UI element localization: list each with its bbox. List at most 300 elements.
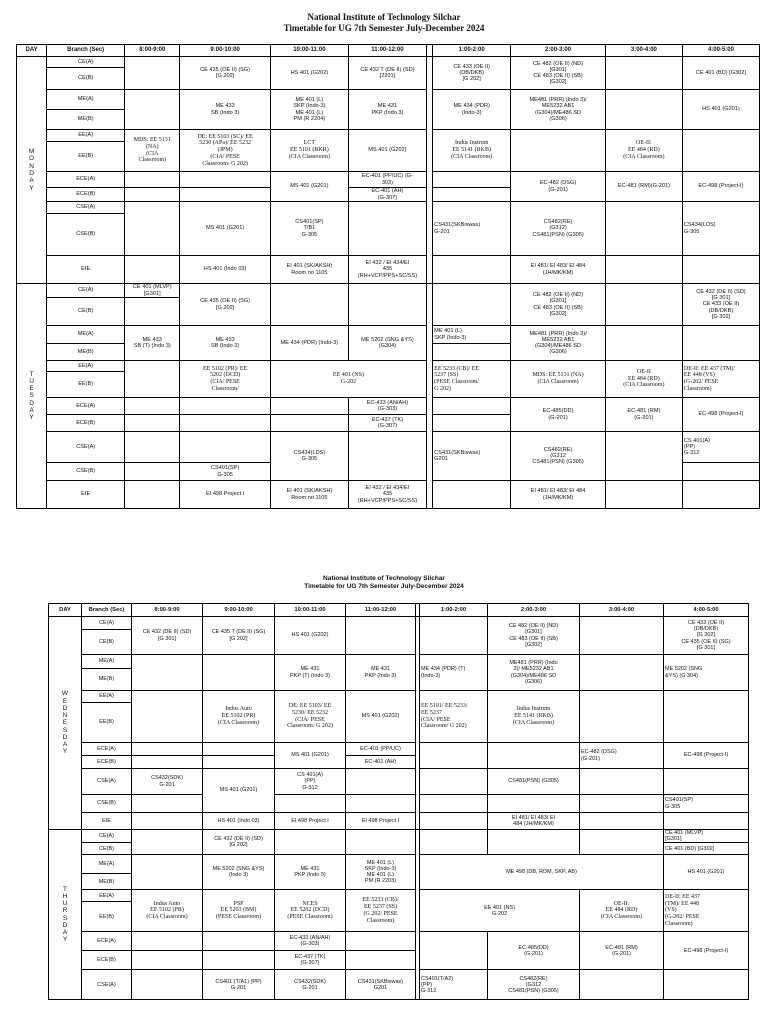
table-cell — [132, 743, 203, 756]
table-row — [17, 481, 760, 509]
table-cell: EC-481 (RM) (G-201) — [580, 932, 664, 970]
table-cell — [580, 970, 664, 1000]
table-cell: MS 401 (G201) — [275, 743, 346, 769]
table-cell: ME 5202 (SNG &YS) (G304) — [348, 326, 426, 361]
col-branch: Branch (Sec) — [47, 45, 125, 57]
table-cell: CS401(T/A2) (PP) G-312 — [420, 970, 488, 1000]
table-cell: ME 433 SB (T) (Indo 3) — [125, 326, 180, 361]
branch-label: CE(A) — [47, 57, 125, 68]
header-row — [17, 45, 760, 57]
table-cell — [420, 813, 488, 830]
table-cell — [132, 830, 203, 855]
table-cell — [664, 691, 749, 743]
table-cell — [125, 90, 180, 130]
table-cell — [270, 415, 348, 432]
table-cell — [605, 326, 682, 361]
table-cell — [125, 202, 180, 256]
table-cell — [348, 202, 426, 256]
table-cell: ME481 (PRR) (Indo 3)/ ME5232 AB1 (G304)/ME486 SD (G306) — [511, 326, 606, 361]
table-cell: EI 498 Project I — [346, 813, 416, 830]
table-cell: CS401(SP) G-305 — [664, 795, 749, 813]
table-cell: EC-401 (AH) (G-307) — [348, 188, 426, 202]
table-cell: MS 401 (G202) — [346, 691, 416, 743]
table-cell: MDS: EE 5131 (NA) (CIA Classroom) — [125, 130, 180, 172]
table-cell — [132, 813, 203, 830]
table-cell: LCT EE 5101 (BKR) (CIA Classroom) — [270, 130, 348, 172]
table-row — [49, 855, 749, 874]
table-cell — [682, 130, 759, 172]
table-cell — [125, 432, 180, 463]
table-row — [49, 830, 749, 843]
table-cell: EC-437 (TK) (G-307) — [275, 951, 346, 970]
branch-label: EE(A) — [47, 361, 125, 372]
table-cell — [420, 617, 488, 655]
table-row — [49, 617, 749, 630]
table-cell: CE 433 (OE II) (DB/DKB) [G 202] — [433, 57, 511, 90]
table-cell: EE 5102 (PR)/ EE 5202 (DCD) (CIA/ PESE Classroom/ — [180, 361, 271, 398]
page-header — [0, 575, 768, 591]
table-cell: EE 5233 (CB)/ EE 5237 (SS) (PESE Classroom/ G 202) — [433, 361, 511, 398]
table-cell: Indus Auto EE 5102 (PR) (CIA Classroom) — [132, 890, 203, 932]
table-cell — [132, 756, 203, 769]
table-cell: EI 481/ EI 483/ EI 484 (JH/MK/KM) — [488, 813, 580, 830]
col-11-12: 11:00-12:00 — [348, 45, 426, 57]
branch-label: CSE(A) — [82, 970, 132, 1000]
table-cell — [270, 284, 348, 326]
branch-label: CSE(A) — [47, 202, 125, 214]
table-cell — [433, 172, 511, 188]
table-cell — [346, 932, 416, 951]
table-cell — [511, 130, 606, 172]
col-9-10: 9:00-10:00 — [203, 604, 275, 617]
table-cell: EC-401 (PP/UC) — [346, 743, 416, 756]
col-4-5: 4:00-5:00 — [682, 45, 759, 57]
table-cell: EE 5233 (CB)/ EE 5237 (SS) (G 202/ PESE Classroom) — [346, 890, 416, 932]
table-cell: CS401 (T/A1) (PP) G-201 — [203, 970, 275, 1000]
table-cell — [132, 855, 203, 890]
table-cell: EC-437 (TK) (G-307) — [348, 415, 426, 432]
table-cell — [433, 256, 511, 284]
table-cell: CS431(SKBiswas) G-201 — [433, 202, 511, 256]
branch-label: CE(B) — [82, 843, 132, 855]
table-row — [49, 743, 749, 756]
table-cell: CE 432 (DE II) (SD) [G 301] — [132, 617, 203, 655]
table-cell: EI 481/ EI 483/ EI 484 (JH/MK/KM) — [511, 256, 606, 284]
table-cell: EI 498 Project I — [275, 813, 346, 830]
branch-label: EE(A) — [82, 691, 132, 703]
table-cell — [605, 432, 682, 481]
table-cell: DE-II: EE 437 (TM)/ EE 448 (VS) (G-202/ PESE Classroom) — [664, 890, 749, 932]
table-row — [49, 813, 749, 830]
table-cell: CE 435 T (DE II) (SG) [G 202] — [203, 617, 275, 655]
table-cell: EC-401 (AH) — [346, 756, 416, 769]
table-cell — [275, 830, 346, 855]
table-cell — [346, 830, 416, 855]
table-cell: EC-482 (DSG) (G-201) — [580, 743, 664, 769]
table-cell: HS 401 (Indo 03) — [203, 813, 275, 830]
table-cell: CS482(RE) (G312 CS481(PSN) (G305) — [488, 970, 580, 1000]
table-cell: EC-498 (Project-I) — [682, 172, 759, 202]
table-cell — [682, 326, 759, 361]
table-cell — [203, 951, 275, 970]
timetable-title: Timetable for UG 7th Semester July-December 2024 — [283, 22, 485, 33]
table-cell: HS 401 (Indo 03) — [180, 256, 271, 284]
table-cell: OE-II EE 484 (RD) (CIA Classroom) — [605, 361, 682, 398]
timetable-table — [16, 44, 760, 509]
branch-label: ECE(B) — [47, 415, 125, 432]
table-cell: MS 401 (G201) — [180, 202, 271, 256]
col-10-11: 10:00-11:00 — [275, 604, 346, 617]
table-cell: CE 401 (MLVP) [G301] — [125, 284, 180, 298]
table-cell: CE 401 (BD) [G302] — [682, 57, 759, 90]
table-cell: EC-433 (AN/AH) (G-303) — [348, 398, 426, 415]
branch-label: CE(A) — [82, 830, 132, 843]
table-cell: CE 482 (OE II) (ND) [G301] CE 483 (OE II) (SB) [G302] — [488, 617, 580, 655]
table-cell — [580, 691, 664, 743]
branch-label: CE(B) — [82, 630, 132, 655]
table-row — [17, 90, 760, 110]
timetable-table — [48, 603, 749, 1000]
branch-label: CSE(A) — [47, 432, 125, 463]
branch-label: ME(A) — [47, 90, 125, 110]
table-cell: Indus Instrum EE 5141 (RKB) (CIA Classroom) — [433, 130, 511, 172]
branch-label: CSE(B) — [82, 795, 132, 813]
branch-label: EE(A) — [47, 130, 125, 142]
col-3-4: 3:00-4:00 — [605, 45, 682, 57]
table-row — [49, 795, 749, 813]
table-cell — [203, 932, 275, 951]
table-cell: CE 435 (OE II) (SG) [G 202] — [180, 57, 271, 90]
table-cell: ME 431 PKP (Indo 3) — [348, 90, 426, 130]
table-cell: EC-485(DD) (G-201) — [511, 398, 606, 432]
branch-label: ME(A) — [82, 655, 132, 669]
table-row — [17, 398, 760, 415]
branch-label: ECE(B) — [47, 188, 125, 202]
branch-label: ECE(B) — [82, 951, 132, 970]
table-cell: ME 401 (L) SKP (Indo-3) ME 401 (L) PM (R 2203) — [346, 855, 416, 890]
table-row — [17, 172, 760, 188]
table-row — [17, 326, 760, 344]
table-cell: CS401(SP) T/B1 G-305 — [270, 202, 348, 256]
table-cell — [346, 769, 416, 795]
table-cell — [125, 481, 180, 509]
branch-label: EE(B) — [82, 703, 132, 743]
table-cell — [203, 756, 275, 769]
table-row — [49, 691, 749, 703]
table-cell: CE 401 (BD) [G302] — [664, 843, 749, 855]
col-4-5: 4:00-5:00 — [664, 604, 749, 617]
table-cell: CS432(SDK) G-201 — [132, 769, 203, 795]
table-cell — [270, 398, 348, 415]
table-cell: ME 401 (L) SKP (Indo-3) — [433, 326, 511, 344]
table-cell: CS431(SKBiswas) G201 — [433, 432, 511, 481]
table-cell — [125, 415, 180, 432]
table-cell: CE 482 (OE II) (ND) [G301] CE 483 (OE II) (SB) [G302] — [511, 57, 606, 90]
table-cell — [125, 172, 180, 188]
table-cell — [180, 432, 271, 463]
table-cell — [488, 743, 580, 769]
table-cell: CS 401(A) (PP) G-312 — [275, 769, 346, 795]
table-cell: OE-II: EE 484 (RD) (CIA Classroom) — [605, 130, 682, 172]
table-row — [49, 890, 749, 902]
table-cell: ME 5202 (SNG &YS) (G 304) — [664, 655, 749, 691]
table-cell — [664, 813, 749, 830]
branch-label: ECE(B) — [82, 756, 132, 769]
table-cell — [605, 202, 682, 256]
table-cell — [203, 743, 275, 756]
table-cell — [605, 481, 682, 509]
table-cell: EC-433 (AN/AH) (G-303) — [275, 932, 346, 951]
table-cell: CE 433 (OE II) (DB/DKB) [G 302] CE 435 (OE II) (SG) [G 301] — [664, 617, 749, 655]
table-cell — [605, 284, 682, 326]
table-cell: EC-498 (Project-I) — [682, 398, 759, 432]
table-row — [49, 655, 749, 669]
day-label-thursday: T H U R S D A Y — [49, 830, 82, 1000]
col-8-9: 8:00-9:00 — [132, 604, 203, 617]
table-cell: EI 498 Project I — [180, 481, 271, 509]
table-cell: CE 432 (DE II) (SD) [G 301] CE 433 (OE II) (DB/DKB) [G 302] — [682, 284, 759, 326]
table-row — [17, 57, 760, 68]
table-cell: DE: EE 5103/ EE 5230/ EE 5232 (CIA/ PESE Classroom/ G 202) — [275, 691, 346, 743]
table-cell — [132, 951, 203, 970]
branch-label: EE(B) — [47, 142, 125, 172]
table-cell: ME 401 (L) SKP (Indo-3) ME 401 (L) PM (R 2204) — [270, 90, 348, 130]
page-header — [0, 12, 768, 34]
table-cell — [682, 256, 759, 284]
table-cell: CE 432 T (DE II) (SD) [2201] — [348, 57, 426, 90]
table-cell: EI 401 (SK/AKSH) Room no 1105 — [270, 256, 348, 284]
table-cell: EE 401 (NS) G-202 — [270, 361, 426, 398]
table-cell: ME 431 PKP (Indo 3) — [346, 655, 416, 691]
col-11-12: 11:00-12:00 — [346, 604, 416, 617]
table-cell: EE 401 (NS) G-202 — [420, 890, 580, 932]
branch-label: EE(B) — [47, 372, 125, 398]
table-cell: ME 434 (PDR) (T) (Indo-3) — [420, 655, 488, 691]
col-2-3: 2:00-3:00 — [511, 45, 606, 57]
table-cell: EC-498 (Project-I) — [664, 932, 749, 970]
table-cell: EI 432 / EI 434/EI 435 (RH+VCP/PPS+SC/SS) — [348, 481, 426, 509]
col-1-2: 1:00-2:00 — [433, 45, 511, 57]
branch-label: EIE — [82, 813, 132, 830]
table-cell — [433, 188, 511, 202]
table-cell — [180, 415, 271, 432]
col-10-11: 10:00-11:00 — [270, 45, 348, 57]
table-cell: EC-481 (RM)(G-201) — [605, 172, 682, 202]
table-cell — [433, 481, 511, 509]
table-cell: HS 401 (G201) — [682, 90, 759, 130]
table-cell: ME 434 (PDR) (Indo-3) — [433, 90, 511, 130]
col-9-10: 9:00-10:00 — [180, 45, 271, 57]
col-2-3: 2:00-3:00 — [488, 604, 580, 617]
table-cell: CS431(SKBiswas) G201 — [346, 970, 416, 1000]
table-cell: EC-401 (PP/UC) (G- 303) — [348, 172, 426, 188]
table-row — [17, 284, 760, 298]
table-cell: CS482(RE) (G312 CS481(PSN) (G305) — [511, 432, 606, 481]
table-cell: ME 431 PKP (T) (Indo 3) — [275, 655, 346, 691]
table-cell — [433, 284, 511, 326]
day-label-monday: M O N D A Y — [17, 57, 47, 284]
table-cell — [132, 655, 203, 691]
table-cell — [488, 830, 580, 855]
table-row — [49, 932, 749, 951]
table-cell: ME 431 PKP (Indo 3) — [275, 855, 346, 890]
table-cell: CS482(RE) (G312) CS481(PSN) (G305) — [511, 202, 606, 256]
table-cell: CE 401 (MLVP) [G301] — [664, 830, 749, 843]
table-cell — [132, 691, 203, 743]
timetable-title: Timetable for UG 7th Semester July-December 2024 — [304, 582, 464, 590]
table-cell — [580, 830, 664, 855]
table-cell — [605, 90, 682, 130]
table-row — [49, 769, 749, 795]
table-cell — [580, 813, 664, 830]
branch-label: ME(B) — [82, 874, 132, 890]
table-cell: MS 401 (G202) — [348, 130, 426, 172]
table-cell: EC-498 (Project-I) — [664, 743, 749, 769]
branch-label: ME(B) — [47, 344, 125, 361]
branch-label: EIE — [47, 256, 125, 284]
table-row — [17, 130, 760, 142]
table-cell: MDS: EE 5131 (NA) (CIA Classroom) — [511, 361, 606, 398]
branch-label: ME(A) — [47, 326, 125, 344]
table-cell — [346, 795, 416, 813]
table-row — [17, 202, 760, 214]
table-cell: CS434(LDS) G-305 — [270, 432, 348, 481]
table-cell: EE 5101/ EE 5233/ EE 5237 (CIA/ PESE Classroom/ G 202) — [420, 691, 488, 743]
table-cell — [420, 743, 488, 769]
table-cell — [125, 256, 180, 284]
table-cell: ME481 (PRR) (Indo 3)/ ME5232 AB1 (G304)/ME486 SD (G306) — [488, 655, 580, 691]
col-3-4: 3:00-4:00 — [580, 604, 664, 617]
table-cell: MS 401 (G201) — [203, 769, 275, 813]
table-cell — [125, 298, 180, 326]
col-1-2: 1:00-2:00 — [420, 604, 488, 617]
col-day: DAY — [49, 604, 82, 617]
table-cell: ME 5202 (SNG &YS) (Indo 3) — [203, 855, 275, 890]
table-cell — [132, 932, 203, 951]
table-cell: CS434(LDS) G-305 — [682, 202, 759, 256]
table-cell — [580, 795, 664, 813]
table-cell — [433, 415, 511, 432]
branch-label: EE(B) — [82, 902, 132, 932]
table-cell: EI 432 / EI 434/EI 435 (RH+VCP/PPS+SC/SS) — [348, 256, 426, 284]
table-cell: ME481 (PRR) (Indo 3)/ ME5232 AB1 (G304)/ME486 SD (G306) — [511, 90, 606, 130]
table-cell — [275, 795, 346, 813]
branch-label: CE(B) — [47, 68, 125, 90]
table-cell — [664, 970, 749, 1000]
table-cell: CS401(SP) G-305 — [180, 463, 271, 481]
table-cell — [420, 769, 488, 795]
table-cell: CE 432 (DE II) (SD) [G 202] — [203, 830, 275, 855]
day-label-wednesday: W E D N E S D A Y — [49, 617, 82, 830]
table-row — [17, 256, 760, 284]
branch-label: CE(A) — [82, 617, 132, 630]
branch-label: CSE(B) — [47, 463, 125, 481]
table-row — [17, 361, 760, 372]
table-cell: EC-481 (RM) (G-201) — [605, 398, 682, 432]
table-cell: CS432(SDK) G-201 — [275, 970, 346, 1000]
branch-label: ME(B) — [82, 669, 132, 691]
table-cell — [346, 951, 416, 970]
table-cell: CS 401(A) (PP) G-312 — [682, 432, 759, 463]
table-cell — [348, 284, 426, 326]
table-cell: HS 401 (G201) — [664, 855, 749, 890]
branch-label: CE(B) — [47, 298, 125, 326]
table-cell: HS 401 (G202) — [275, 617, 346, 655]
table-cell — [125, 398, 180, 415]
table-cell — [132, 970, 203, 1000]
table-cell — [125, 57, 180, 90]
table-cell: OE-II: EE 484 (RD) (CIA Classroom) — [580, 890, 664, 932]
branch-label: ECE(A) — [82, 743, 132, 756]
branch-label: CE(A) — [47, 284, 125, 298]
table-cell — [664, 769, 749, 795]
table-cell — [420, 795, 488, 813]
table-cell: Indus Instrum EE 5141 (RKB) (CIA Classroom) — [488, 691, 580, 743]
table-cell — [125, 188, 180, 202]
table-cell — [125, 463, 180, 481]
table-cell — [420, 830, 488, 855]
table-cell: EC-482 (DSG) (G-201) — [511, 172, 606, 202]
timetable-page-2 — [0, 570, 768, 1024]
table-cell — [682, 481, 759, 509]
header-row — [49, 604, 749, 617]
table-cell — [580, 617, 664, 655]
table-cell: DE-II: EE 437 (TM)/ EE 448 (VS) (G-202/ PESE Classroom) — [682, 361, 759, 398]
table-cell — [180, 398, 271, 415]
table-cell — [203, 655, 275, 691]
table-cell: EI 481/ EI 483/ EI 484 (JH/MK/KM) — [511, 481, 606, 509]
table-cell: NCES EE 5202 (DCD) (PESE Classroom) — [275, 890, 346, 932]
table-cell — [605, 57, 682, 90]
branch-label: ECE(A) — [47, 398, 125, 415]
table-cell: CS481(PSN) (G305) — [488, 769, 580, 795]
branch-label: ME(B) — [47, 110, 125, 130]
table-cell — [433, 398, 511, 415]
branch-label: ECE(A) — [82, 932, 132, 951]
table-cell: ME 433 SB (Indo 3) — [180, 90, 271, 130]
table-cell: CE 435 (OE II) (SG) [G 202] — [180, 284, 271, 326]
table-cell — [132, 795, 203, 813]
table-cell — [580, 655, 664, 691]
branch-label: ME(A) — [82, 855, 132, 874]
table-cell: EC-485(DD) (G-201) — [488, 932, 580, 970]
branch-label: EIE — [47, 481, 125, 509]
table-cell — [125, 361, 180, 398]
table-cell: HS 401 (G202) — [270, 57, 348, 90]
col-8-9: 8:00-9:00 — [125, 45, 180, 57]
col-day: DAY — [17, 45, 47, 57]
table-cell — [346, 617, 416, 655]
table-cell — [488, 795, 580, 813]
table-cell — [682, 463, 759, 481]
table-cell: PSP EE 5203 (BM) (PESE Classroom) — [203, 890, 275, 932]
table-cell: ME 434 (PDR) (Indo-3) — [270, 326, 348, 361]
table-cell: MS 401 (G201) — [270, 172, 348, 202]
table-cell: Indus Auto EE 5102 (PR) (CIA Classroom) — [203, 691, 275, 743]
table-cell — [180, 172, 271, 188]
table-row — [49, 970, 749, 1000]
table-cell: ME 498 (DB, RDM, SKP, AB) — [420, 855, 664, 890]
branch-label: CSE(B) — [47, 214, 125, 256]
table-cell — [348, 432, 426, 481]
branch-label: EE(A) — [82, 890, 132, 902]
col-branch: Branch (Sec) — [82, 604, 132, 617]
table-cell: ME 433 SB (Indo 3) — [180, 326, 271, 361]
table-cell — [180, 188, 271, 202]
branch-label: ECE(A) — [47, 172, 125, 188]
table-row — [17, 432, 760, 463]
table-cell: CE 482 (OE II) (ND) [G301] CE 483 (OE II) (SB) [G302] — [511, 284, 606, 326]
